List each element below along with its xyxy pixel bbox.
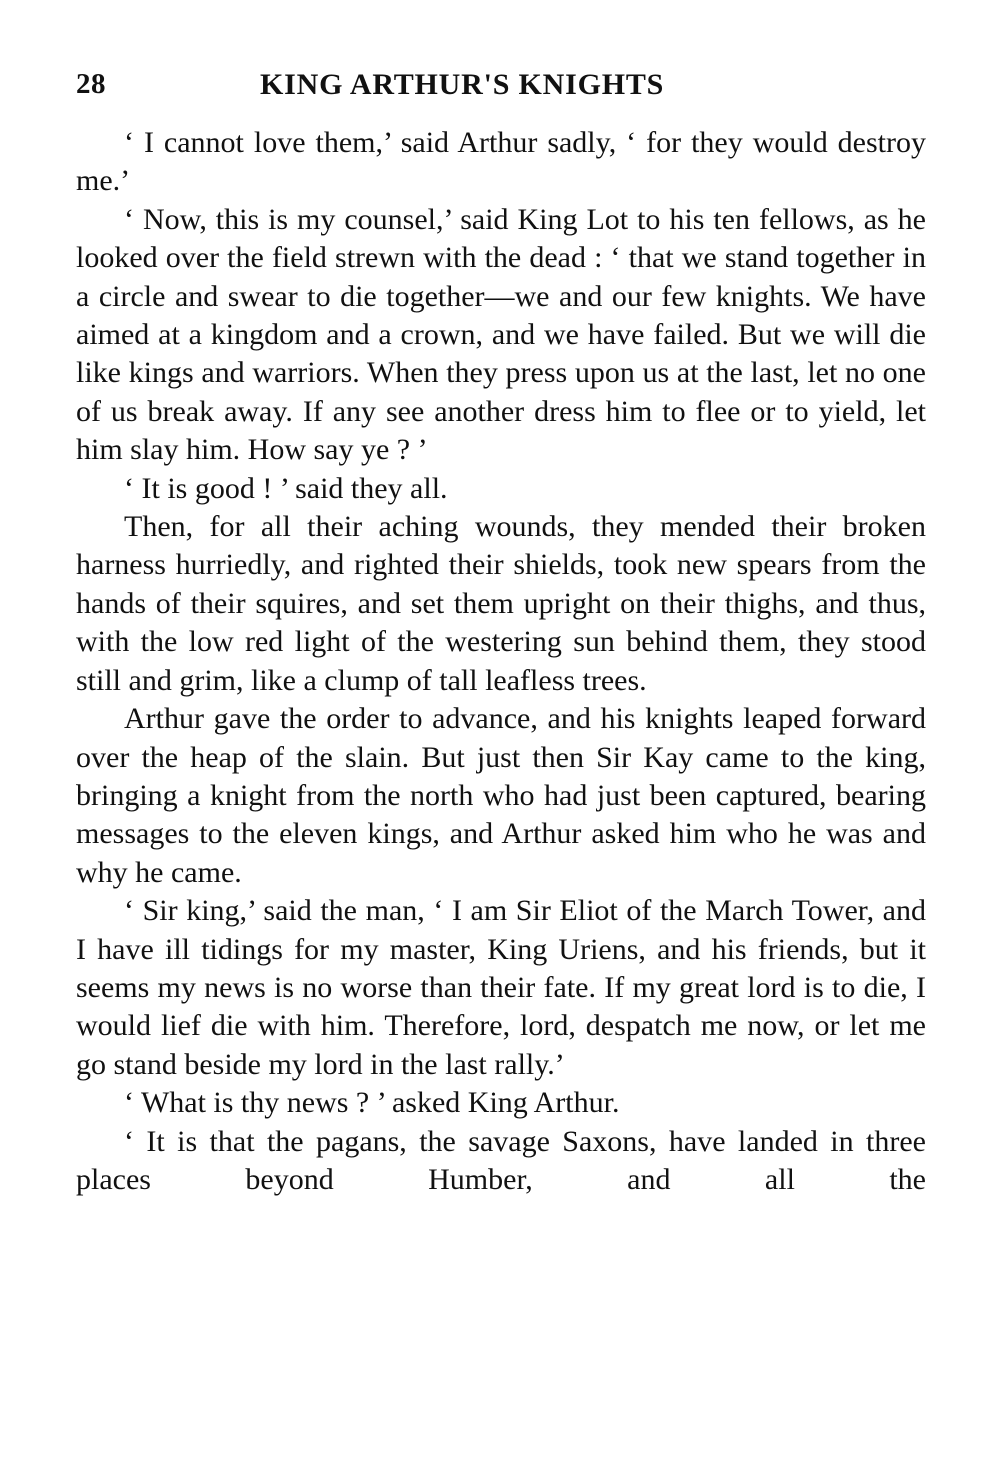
paragraph-1: ‘ I cannot love them,’ said Arthur sadly, ‘ for they would destroy me.’ bbox=[76, 126, 926, 198]
body-text bbox=[76, 124, 926, 1199]
page-number: 28 bbox=[76, 68, 106, 100]
paragraph-7: ‘ What is thy news ? ’ asked King Arthur. bbox=[124, 1086, 620, 1120]
paragraph-2: ‘ Now, this is my counsel,’ said King Lot to his ten fellows, as he looked over the field strewn with the dead : ‘ that we stand together in a circle and swear to die together—we and our few knights. We have aimed at a kingdom and a crown, and we have failed. But we will die like kings and warriors. When they press upon us at the last, let no one of us break away. If any see another dress him to flee or to yield, let him slay him. How say ye ? ’ bbox=[76, 202, 926, 467]
page-header bbox=[76, 68, 926, 108]
paragraph-8: ‘ It is that the pagans, the savage Saxons, have landed in three places beyond Humber, and all the bbox=[76, 1124, 926, 1196]
paragraph-5: Arthur gave the order to advance, and his knights leaped forward over the heap of the slain. But just then Sir Kay came to the king, bringing a knight from the north who had just been captured, bearing messages to the eleven kings, and Arthur asked him who he was and why he came. bbox=[76, 702, 926, 889]
paragraph-6: ‘ Sir king,’ said the man, ‘ I am Sir Eliot of the March Tower, and I have ill tidings for my master, King Uriens, and his friends, but it seems my news is no worse than their fate. If my great lord is to die, I would lief die with him. Therefore, lord, despatch me now, or let me go stand beside my lord in the last rally.’ bbox=[76, 894, 926, 1081]
paragraph-3: ‘ It is good ! ’ said they all. bbox=[124, 471, 448, 505]
running-title: KING ARTHUR'S KNIGHTS bbox=[260, 68, 665, 101]
paragraph-4: Then, for all their aching wounds, they mended their broken harness hurriedly, and righted their shields, took new spears from the hands of their squires, and set them upright on their thighs, and thus, with the low red light of the westering sun behind them, they stood still and grim, like a clump of tall leafless trees. bbox=[76, 510, 926, 697]
